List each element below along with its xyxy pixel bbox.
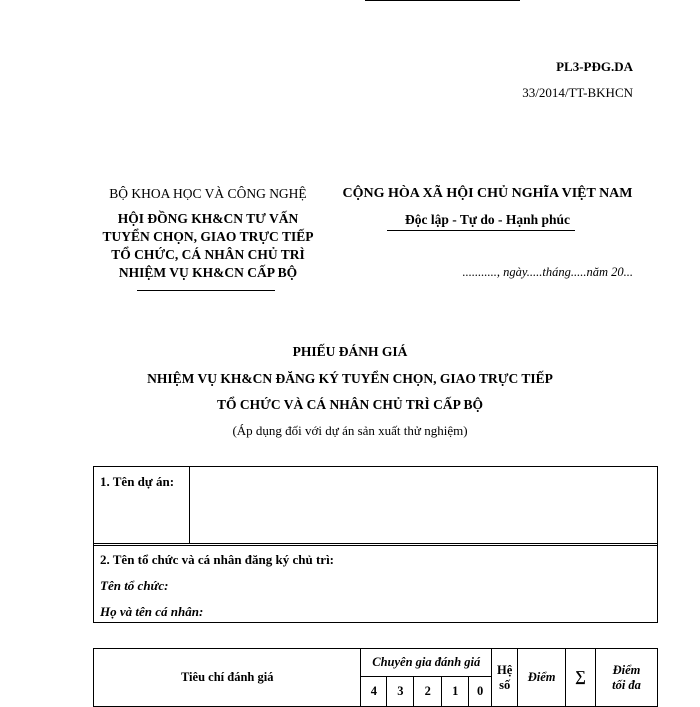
project-name-label: 1. Tên dự án: xyxy=(100,474,175,489)
org-name-label: Tên tổ chức: xyxy=(100,578,169,593)
top-rule xyxy=(365,0,520,1)
person-name-label: Họ và tên cá nhân: xyxy=(100,604,204,619)
document-title-line3: TỔ CHỨC VÀ CÁ NHÂN CHỦ TRÌ CẤP BỘ xyxy=(216,397,484,412)
form-code: PL3-PĐG.DA xyxy=(556,59,633,74)
col-points-header: Điểm xyxy=(518,649,566,707)
col-max-header xyxy=(596,649,658,707)
score-1-header: 1 xyxy=(442,677,469,707)
nation-motto: Độc lập - Tự do - Hạnh phúc xyxy=(404,212,571,227)
score-2-header: 2 xyxy=(414,677,442,707)
max-line2: tối đa xyxy=(612,677,641,692)
col-experts-header: Chuyên gia đánh giá xyxy=(361,649,492,677)
coef-line2: số xyxy=(499,677,511,692)
nation-name: CỘNG HÒA XÃ HỘI CHỦ NGHĨA VIỆT NAM xyxy=(342,186,633,201)
council-underline xyxy=(137,290,275,291)
person-name-field[interactable] xyxy=(218,602,650,620)
document-title: PHIẾU ĐÁNH GIÁ xyxy=(292,344,408,359)
project-name-divider xyxy=(189,467,190,544)
col-sum-header: ∑ xyxy=(566,649,596,707)
col-criteria-header: Tiêu chí đánh giá xyxy=(94,649,361,707)
coef-line1: Hệ xyxy=(497,662,513,677)
circular-number: 33/2014/TT-BKHCN xyxy=(522,85,633,100)
max-line1: Điểm xyxy=(612,662,641,677)
col-coefficient-header xyxy=(492,649,518,707)
dateline: ..........., ngày.....tháng.....năm 20... xyxy=(462,265,633,279)
project-name-field[interactable] xyxy=(195,470,650,540)
council-line: HỘI ĐỒNG KH&CN TƯ VẤN xyxy=(117,211,299,226)
org-name-field[interactable] xyxy=(180,576,650,596)
council-line: TUYỂN CHỌN, GIAO TRỰC TIẾP xyxy=(102,229,314,244)
motto-underline xyxy=(387,230,575,231)
score-3-header: 3 xyxy=(387,677,414,707)
council-name xyxy=(92,210,324,282)
document-title-line2: NHIỆM VỤ KH&CN ĐĂNG KÝ TUYỂN CHỌN, GIAO TRỰC TIẾP xyxy=(147,371,553,386)
org-section-label: 2. Tên tổ chức và cá nhân đăng ký chủ trì: xyxy=(100,552,335,567)
ministry-name: BỘ KHOA HỌC VÀ CÔNG NGHỆ xyxy=(109,186,307,201)
document-subtitle: (Áp dụng đối với dự án sản xuất thử nghiệm) xyxy=(232,423,468,438)
score-4-header: 4 xyxy=(361,677,387,707)
score-0-header: 0 xyxy=(469,677,492,707)
council-line: TỔ CHỨC, CÁ NHÂN CHỦ TRÌ xyxy=(111,247,305,262)
council-line: NHIỆM VỤ KH&CN CẤP BỘ xyxy=(118,265,298,280)
criteria-table xyxy=(93,648,658,707)
